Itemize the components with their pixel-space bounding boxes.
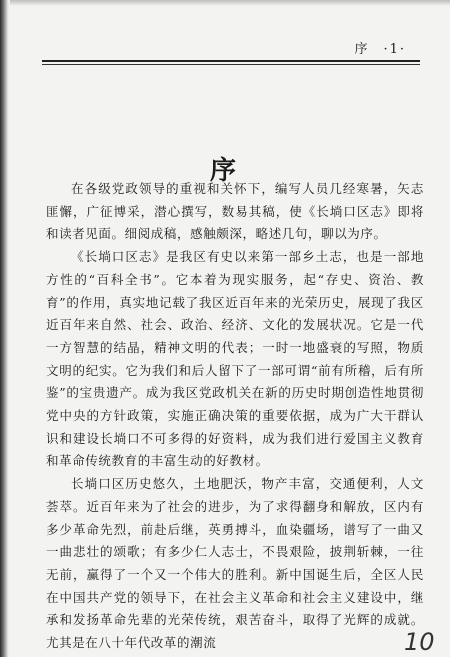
running-header-section: 序 <box>354 42 370 57</box>
running-header <box>354 38 406 57</box>
paragraph: 长埫口区历史悠久，土地肥沃，物产丰富，交通便利，人文荟萃。近百年来为了社会的进步，为了求得翻身和解放，区内有多少革命先烈，前赴后继，英勇搏斗，血染疆场，谱写了一曲又一曲悲壮的颂歌；有多少仁人志士，不畏艰险，披荆斩棘，一往无前，赢得了一个又一个伟大的胜利。新中国诞生后，全区人民在中国共产党的领导下，在社会主义革命和社会主义建设中，继承和发扬革命先辈的光荣传统，艰苦奋斗，取得了光辉的成就。尤其是在八十年代改革的潮流 <box>46 476 424 651</box>
handwritten-mark: 10 <box>404 628 435 656</box>
paragraph: 在各级党政领导的重视和关怀下，编写人员几经寒暑，矢志匪懈，广征博采，潜心撰写，数易其稿，使《长埫口区志》即将和读者见面。细阅成稿，感触颇深，略述几句，聊以为序。 <box>46 181 424 242</box>
header-rule-thin <box>42 64 420 65</box>
body-text <box>46 178 424 655</box>
header-rule-thick <box>42 60 420 62</box>
paragraph: 《长埫口区志》是我区有史以来第一部乡土志，也是一部地方性的“百科全书”。它本着为现实服务，起“存史、资治、教育”的作用，真实地记载了我区近百年来的光荣历史，展现了我区近百年来自然、社会、政治、经济、文化的发展状况。它是一代一方智慧的结晶，精神文明的代表；一时一地盛衰的写照，物质文明的纪实。它为我们和后人留下了一部可谓“前有所稽，后有所鉴”的宝贵遗产。成为我区党政机关在新的历史时期创造性地贯彻党中央的方针政策，实施正确决策的重要依据，成为广大干群认识和建设长埫口不可多得的好资料，成为我们进行爱国主义教育和革命传统教育的丰富生动的好教材。 <box>46 249 424 469</box>
scan-shadow-top <box>0 0 450 6</box>
scan-binding-shadow <box>0 0 10 657</box>
page-number: ·1· <box>383 42 406 57</box>
page-title: 序 <box>209 156 240 186</box>
